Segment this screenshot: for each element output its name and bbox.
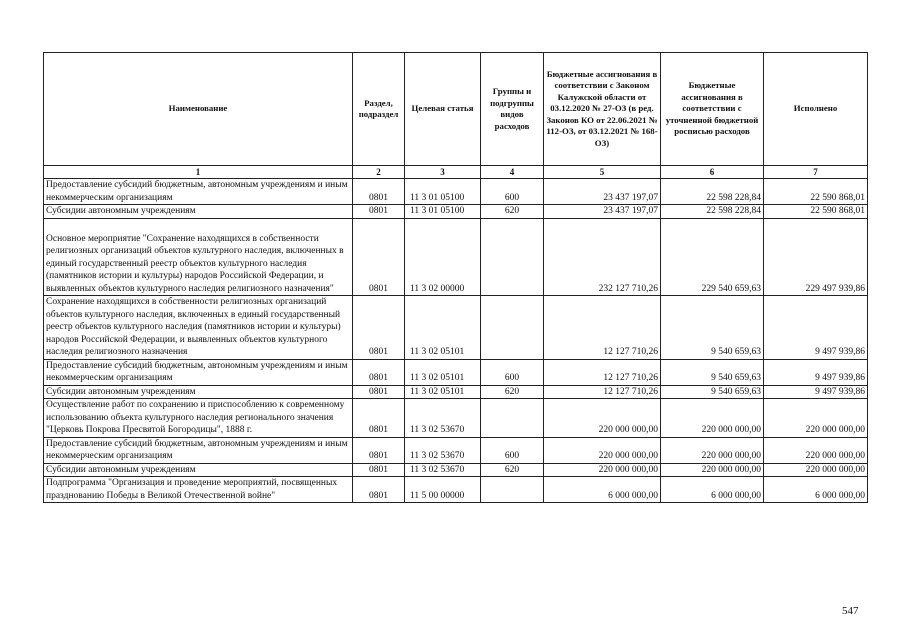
- row-refined-amount: 220 000 000,00: [661, 463, 764, 477]
- row-refined-amount: 9 540 659,63: [661, 296, 764, 360]
- row-name: Сохранение находящихся в собственности религиозных организаций объектов культурного наследия, включенных в единый государственный реестр объектов культурного наследия (памятников истории и культуры) народов Российской Федерации, и выявленных объектов культурного наследия религиозного назначения: [44, 296, 353, 360]
- table-header-row: [44, 53, 868, 166]
- row-refined-amount: 220 000 000,00: [661, 399, 764, 438]
- row-name: Субсидии автономным учреждениям: [44, 463, 353, 477]
- column-number-row: [44, 166, 868, 179]
- row-law-amount: 12 127 710,26: [544, 296, 661, 360]
- row-law-amount: 12 127 710,26: [544, 359, 661, 385]
- row-executed-amount: 9 497 939,86: [764, 296, 868, 360]
- column-number: 6: [661, 166, 764, 179]
- row-section: 0801: [353, 179, 405, 205]
- table-row: [44, 399, 868, 438]
- row-executed-amount: 220 000 000,00: [764, 463, 868, 477]
- row-section: 0801: [353, 463, 405, 477]
- row-name: Предоставление субсидий бюджетным, автономным учреждениям и иным некоммерческим организациям: [44, 437, 353, 463]
- row-group: 620: [481, 463, 544, 477]
- header-groups: Группы и подгруппы видов расходов: [481, 53, 544, 166]
- table-row: [44, 179, 868, 205]
- row-group: [481, 477, 544, 503]
- row-law-amount: 6 000 000,00: [544, 477, 661, 503]
- row-group: 620: [481, 385, 544, 399]
- row-refined-amount: 9 540 659,63: [661, 385, 764, 399]
- row-refined-amount: 22 598 228,84: [661, 205, 764, 219]
- row-group: 600: [481, 437, 544, 463]
- header-target: Целевая статья: [405, 53, 481, 166]
- row-target: 11 5 00 00000: [405, 477, 481, 503]
- row-executed-amount: 220 000 000,00: [764, 399, 868, 438]
- row-name: Подпрограмма "Организация и проведение мероприятий, посвященных празднованию Победы в Великой Отечественной войне": [44, 477, 353, 503]
- row-law-amount: 23 437 197,07: [544, 205, 661, 219]
- row-target: 11 3 02 05101: [405, 359, 481, 385]
- row-law-amount: 220 000 000,00: [544, 399, 661, 438]
- row-law-amount: 12 127 710,26: [544, 385, 661, 399]
- header-name: Наименование: [44, 53, 353, 166]
- row-executed-amount: 6 000 000,00: [764, 477, 868, 503]
- table-row: [44, 477, 868, 503]
- row-section: 0801: [353, 385, 405, 399]
- row-law-amount: 220 000 000,00: [544, 437, 661, 463]
- table-row: [44, 296, 868, 360]
- header-refined-budget: Бюджетные ассигнования в соответствии с уточненной бюджетной росписью расходов: [661, 53, 764, 166]
- table-row: [44, 218, 868, 296]
- row-group: [481, 399, 544, 438]
- column-number: 3: [405, 166, 481, 179]
- row-group: [481, 218, 544, 296]
- row-group: 600: [481, 359, 544, 385]
- header-executed: Исполнено: [764, 53, 868, 166]
- row-target: 11 3 01 05100: [405, 205, 481, 219]
- header-section: Раздел, подраздел: [353, 53, 405, 166]
- row-target: 11 3 02 05101: [405, 385, 481, 399]
- row-refined-amount: 229 540 659,63: [661, 218, 764, 296]
- row-executed-amount: 220 000 000,00: [764, 437, 868, 463]
- row-refined-amount: 6 000 000,00: [661, 477, 764, 503]
- row-law-amount: 232 127 710,26: [544, 218, 661, 296]
- table-row: [44, 205, 868, 219]
- row-target: 11 3 02 53670: [405, 437, 481, 463]
- row-name: Предоставление субсидий бюджетным, автономным учреждениям и иным некоммерческим организациям: [44, 179, 353, 205]
- row-name: Субсидии автономным учреждениям: [44, 385, 353, 399]
- column-number: 1: [44, 166, 353, 179]
- row-group: [481, 296, 544, 360]
- table-row: [44, 437, 868, 463]
- budget-table: [43, 52, 868, 503]
- row-law-amount: 23 437 197,07: [544, 179, 661, 205]
- row-executed-amount: 9 497 939,86: [764, 359, 868, 385]
- column-number: 5: [544, 166, 661, 179]
- row-section: 0801: [353, 205, 405, 219]
- row-target: 11 3 02 53670: [405, 399, 481, 438]
- row-target: 11 3 02 53670: [405, 463, 481, 477]
- table-row: [44, 463, 868, 477]
- column-number: 7: [764, 166, 868, 179]
- column-number: 2: [353, 166, 405, 179]
- row-name: Предоставление субсидий бюджетным, автономным учреждениям и иным некоммерческим организациям: [44, 359, 353, 385]
- column-number: 4: [481, 166, 544, 179]
- row-name: Осуществление работ по сохранению и приспособлению к современному использованию объекта культурного наследия регионального значения "Церковь Покрова Пресвятой Богородицы", 1888 г.: [44, 399, 353, 438]
- table-row: [44, 359, 868, 385]
- row-section: 0801: [353, 359, 405, 385]
- row-group: 620: [481, 205, 544, 219]
- row-section: 0801: [353, 477, 405, 503]
- row-group: 600: [481, 179, 544, 205]
- row-refined-amount: 9 540 659,63: [661, 359, 764, 385]
- row-executed-amount: 22 590 868,01: [764, 205, 868, 219]
- row-target: 11 3 02 00000: [405, 218, 481, 296]
- row-target: 11 3 01 05100: [405, 179, 481, 205]
- row-executed-amount: 229 497 939,86: [764, 218, 868, 296]
- row-section: 0801: [353, 399, 405, 438]
- header-law-budget: Бюджетные ассигнования в соответствии с Законом Калужской области от 03.12.2020 № 27-ОЗ (в ред. Законов КО от 22.06.2021 № 112-ОЗ, от 03.12.2021 № 168-ОЗ): [544, 53, 661, 166]
- row-name: Основное мероприятие "Сохранение находящихся в собственности религиозных организаций объектов культурного наследия, включенных в единый государственный реестр объектов культурного наследия (памятников истории и культуры) народов Российской Федерации, и выявленных объектов культурного наследия религиозного назначения": [44, 218, 353, 296]
- row-section: 0801: [353, 296, 405, 360]
- row-executed-amount: 9 497 939,86: [764, 385, 868, 399]
- row-law-amount: 220 000 000,00: [544, 463, 661, 477]
- row-executed-amount: 22 590 868,01: [764, 179, 868, 205]
- page-number: 547: [842, 605, 859, 617]
- row-refined-amount: 220 000 000,00: [661, 437, 764, 463]
- row-target: 11 3 02 05101: [405, 296, 481, 360]
- row-section: 0801: [353, 437, 405, 463]
- row-section: 0801: [353, 218, 405, 296]
- row-name: Субсидии автономным учреждениям: [44, 205, 353, 219]
- table-row: [44, 385, 868, 399]
- row-refined-amount: 22 598 228,84: [661, 179, 764, 205]
